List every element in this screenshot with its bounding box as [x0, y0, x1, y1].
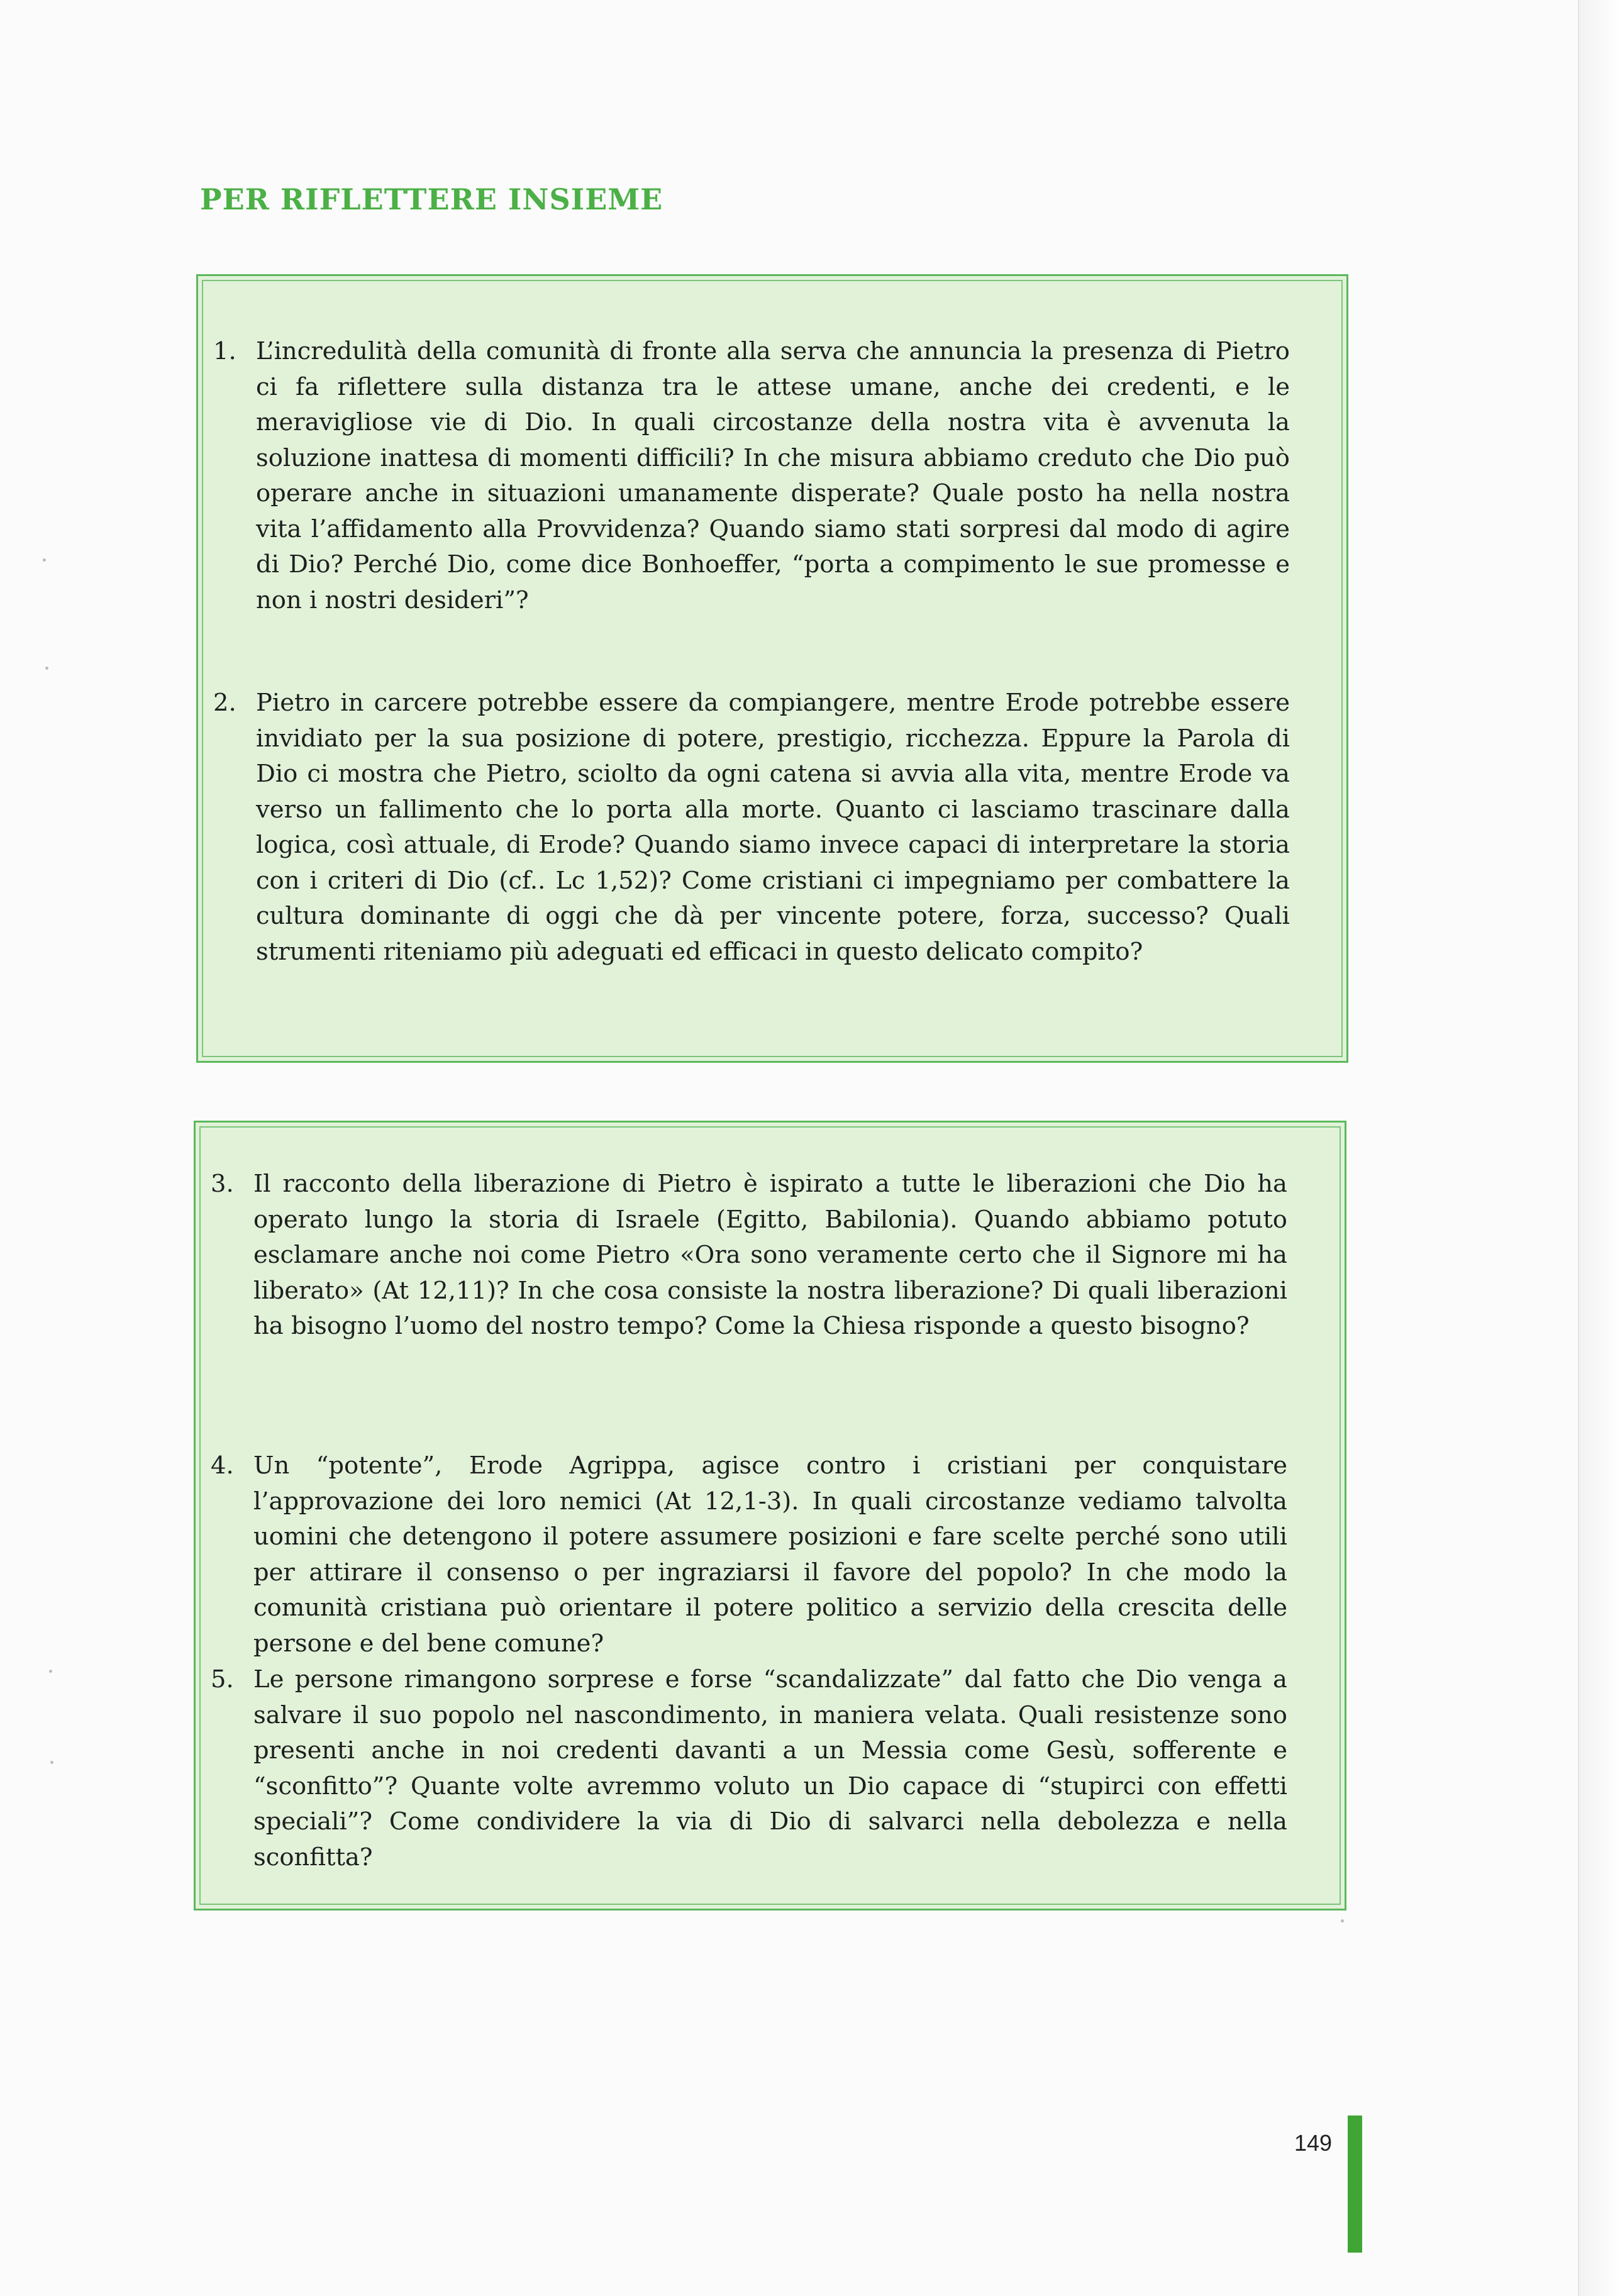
question-text: Le persone rimangono sorprese e forse “scandalizzate” dal fatto che Dio venga a salvare il suo popolo nel nascondimento, in maniera velata. Quali resistenze sono presenti anche in noi credenti davanti a un Messia come Gesù, sofferente e “sconfitto”? Quante volte avremmo voluto un Dio capace di “stupirci con effetti speciali”? Come condividere la via di Dio di salvarci nella debolezza e nella sconfitta?: [253, 1665, 1287, 1872]
question-item-3: [211, 1167, 1287, 1345]
question-text: Il racconto della liberazione di Pietro è ispirato a tutte le liberazioni che Dio ha operato lungo la storia di Israele (Egitto, Babilonia). Quando abbiamo potuto esclamare anche noi come Pietro «Ora sono veramente certo che il Signore mi ha liberato» (At 12,11)? In che cosa consiste la nostra liberazione? Di quali liberazioni ha bisogno l’uomo del nostro tempo? Come la Chiesa risponde a questo bisogno?: [253, 1170, 1287, 1340]
scan-speck: [49, 1670, 52, 1673]
question-item-1: [213, 334, 1290, 618]
question-text: Pietro in carcere potrebbe essere da compiangere, mentre Erode potrebbe essere invidiato per la sua posizione di potere, prestigio, ricchezza. Eppure la Parola di Dio ci mostra che Pietro, sciolto da ogni catena si avvia alla vita, mentre Erode va verso un fallimento che lo porta alla morte. Quanto ci lasciamo trascinare dalla logica, così attuale, di Erode? Quando siamo invece capaci di interpretare la storia con i criteri di Dio (cf.. Lc 1,52)? Come cristiani ci impegniamo per combattere la cultura dominante di oggi che dà per vincente potere, forza, successo? Quali strumenti riteniamo più adeguati ed efficaci in questo delicato compito?: [256, 689, 1290, 966]
section-heading: PER RIFLETTERE INSIEME: [200, 182, 663, 216]
scan-speck: [43, 558, 46, 562]
question-item-5: [211, 1662, 1287, 1875]
question-box-first: [196, 274, 1348, 1063]
question-number: 4.: [211, 1451, 234, 1480]
page-number: 149: [1294, 2130, 1333, 2156]
question-number: 3.: [211, 1170, 234, 1198]
question-number: 2.: [213, 689, 236, 717]
page-edge-shadow: [1578, 0, 1620, 2296]
question-number: 1.: [213, 337, 236, 365]
scan-speck: [1341, 1919, 1344, 1922]
scan-speck: [50, 1761, 53, 1764]
question-text: L’incredulità della comunità di fronte alla serva che annuncia la presenza di Pietro ci fa riflettere sulla distanza tra le attese umane, anche dei credenti, e le meravigliose vie di Dio. In quali circostanze della nostra vita è avvenuta la soluzione inattesa di momenti difficili? In che misura abbiamo creduto che Dio può operare anche in situazioni umanamente disperate? Quale posto ha nella nostra vita l’affidamento alla Provvidenza? Quando siamo stati sorpresi dal modo di agire di Dio? Perché Dio, come dice Bonhoeffer, “porta a compimento le sue promesse e non i nostri desideri”?: [256, 337, 1290, 614]
question-item-4: [211, 1448, 1287, 1661]
page-number-bar: [1348, 2116, 1362, 2253]
question-box-second: [194, 1121, 1346, 1911]
question-number: 5.: [211, 1665, 234, 1694]
question-item-2: [213, 685, 1290, 970]
scan-speck: [45, 667, 48, 670]
question-text: Un “potente”, Erode Agrippa, agisce contro i cristiani per conquistare l’approvazione dei loro nemici (At 12,1-3). In quali circostanze vediamo talvolta uomini che detengono il potere assumere posizioni e fare scelte perché sono utili per attirare il consenso o per ingraziarsi il favore del popolo? In che modo la comunità cristiana può orientare il potere politico a servizio della crescita delle persone e del bene comune?: [253, 1451, 1287, 1658]
